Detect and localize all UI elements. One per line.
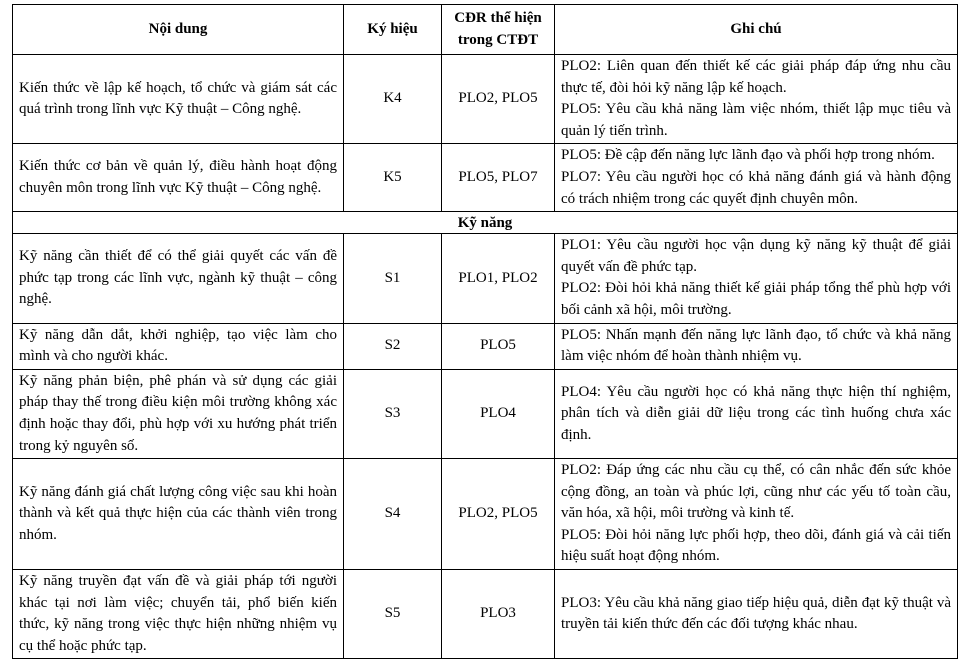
cell-content: Kiến thức cơ bản về quản lý, điều hành hoạt động chuyên môn trong lĩnh vực Kỹ thuật – Công nghệ. <box>13 144 344 212</box>
cell-note <box>555 323 958 369</box>
header-plo <box>442 5 555 55</box>
cell-note <box>555 459 958 570</box>
cell-note <box>555 144 958 212</box>
cell-symbol: S5 <box>344 570 442 659</box>
cell-symbol: K5 <box>344 144 442 212</box>
table-row-s2 <box>13 323 958 369</box>
cell-plo: PLO5 <box>442 323 555 369</box>
table-row-s3 <box>13 369 958 458</box>
cell-content: Kiến thức về lập kế hoạch, tổ chức và giám sát các quá trình trong lĩnh vực Kỹ thuật – Công nghệ. <box>13 55 344 144</box>
header-content: Nội dung <box>13 5 344 55</box>
cell-content: Kỹ năng phản biện, phê phán và sử dụng các giải pháp thay thế trong điều kiện môi trường không xác định hoặc thay đổi, phù hợp với xu hướng phát triển trong kỷ nguyên số. <box>13 369 344 458</box>
table-row-k4 <box>13 55 958 144</box>
cell-note <box>555 369 958 458</box>
document-page <box>12 4 958 659</box>
cell-note <box>555 570 958 659</box>
plo-mapping-table <box>12 4 958 659</box>
cell-plo: PLO5, PLO7 <box>442 144 555 212</box>
cell-symbol: S1 <box>344 234 442 323</box>
header-row <box>13 5 958 55</box>
note-line: PLO4: Yêu cầu người học có khả năng thực hiện thí nghiệm, phân tích và diễn giải dữ liệu trong các tình huống chưa xác định. <box>561 383 951 443</box>
cell-plo: PLO4 <box>442 369 555 458</box>
note-line: PLO2: Liên quan đến thiết kế các giải pháp đáp ứng nhu cầu thực tế, đòi hỏi kỹ năng lập kế hoạch. <box>561 58 951 96</box>
note-line: PLO3: Yêu cầu khả năng giao tiếp hiệu quả, diễn đạt kỹ thuật và truyền tải kiến thức đến các đối tượng khác nhau. <box>561 594 951 633</box>
header-plo-line2: trong CTĐT <box>457 31 539 48</box>
note-line: PLO5: Đòi hỏi năng lực phối hợp, theo dõi, đánh giá và cải tiến hiệu suất hoạt động nhóm. <box>561 526 951 565</box>
note-line: PLO1: Yêu cầu người học vận dụng kỹ năng kỹ thuật để giải quyết vấn đề phức tạp. <box>561 237 951 275</box>
table-row-s1 <box>13 234 958 323</box>
cell-note <box>555 234 958 323</box>
cell-plo: PLO2, PLO5 <box>442 459 555 570</box>
cell-plo: PLO2, PLO5 <box>442 55 555 144</box>
cell-plo: PLO1, PLO2 <box>442 234 555 323</box>
note-line: PLO5: Đề cập đến năng lực lãnh đạo và phối hợp trong nhóm. <box>561 147 935 164</box>
header-symbol: Ký hiệu <box>344 5 442 55</box>
cell-plo: PLO3 <box>442 570 555 659</box>
table-row-k5 <box>13 144 958 212</box>
section-title: Kỹ năng <box>13 212 958 234</box>
cell-content: Kỹ năng đánh giá chất lượng công việc sau khi hoàn thành và kết quả thực hiện của các thành viên trong nhóm. <box>13 459 344 570</box>
cell-symbol: S4 <box>344 459 442 570</box>
header-note: Ghi chú <box>555 5 958 55</box>
cell-symbol: S3 <box>344 369 442 458</box>
note-line: PLO2: Đòi hỏi khả năng thiết kế giải pháp tổng thể phù hợp với bối cảnh xã hội, môi trường. <box>561 280 951 318</box>
cell-content: Kỹ năng cần thiết để có thể giải quyết các vấn đề phức tạp trong các lĩnh vực, ngành kỹ thuật – công nghệ. <box>13 234 344 323</box>
note-line: PLO2: Đáp ứng các nhu cầu cụ thể, có cân nhắc đến sức khỏe cộng đồng, an toàn và phúc lợi, cũng như các yếu tố toàn cầu, văn hóa, xã hội, môi trường và kinh tế. <box>561 462 951 522</box>
note-line: PLO7: Yêu cầu người học có khả năng đánh giá và hành động có trách nhiệm trong các quyết định chuyên môn. <box>561 168 951 207</box>
cell-symbol: S2 <box>344 323 442 369</box>
note-line: PLO5: Yêu cầu khả năng làm việc nhóm, thiết lập mục tiêu và quản lý tiến trình. <box>561 101 951 139</box>
section-row-skills <box>13 212 958 234</box>
header-plo-line1: CĐR thể hiện <box>454 9 542 26</box>
cell-note <box>555 55 958 144</box>
cell-symbol: K4 <box>344 55 442 144</box>
cell-content: Kỹ năng dẫn dắt, khởi nghiệp, tạo việc làm cho mình và cho người khác. <box>13 323 344 369</box>
note-line: PLO5: Nhấn mạnh đến năng lực lãnh đạo, tổ chức và khả năng làm việc nhóm để hoàn thành nhiệm vụ. <box>561 326 951 365</box>
table-row-s5 <box>13 570 958 659</box>
cell-content: Kỹ năng truyền đạt vấn đề và giải pháp tới người khác tại nơi làm việc; chuyển tải, phổ biến kiến thức, kỹ năng trong việc thực hiện những nhiệm vụ cụ thể hoặc phức tạp. <box>13 570 344 659</box>
table-row-s4 <box>13 459 958 570</box>
